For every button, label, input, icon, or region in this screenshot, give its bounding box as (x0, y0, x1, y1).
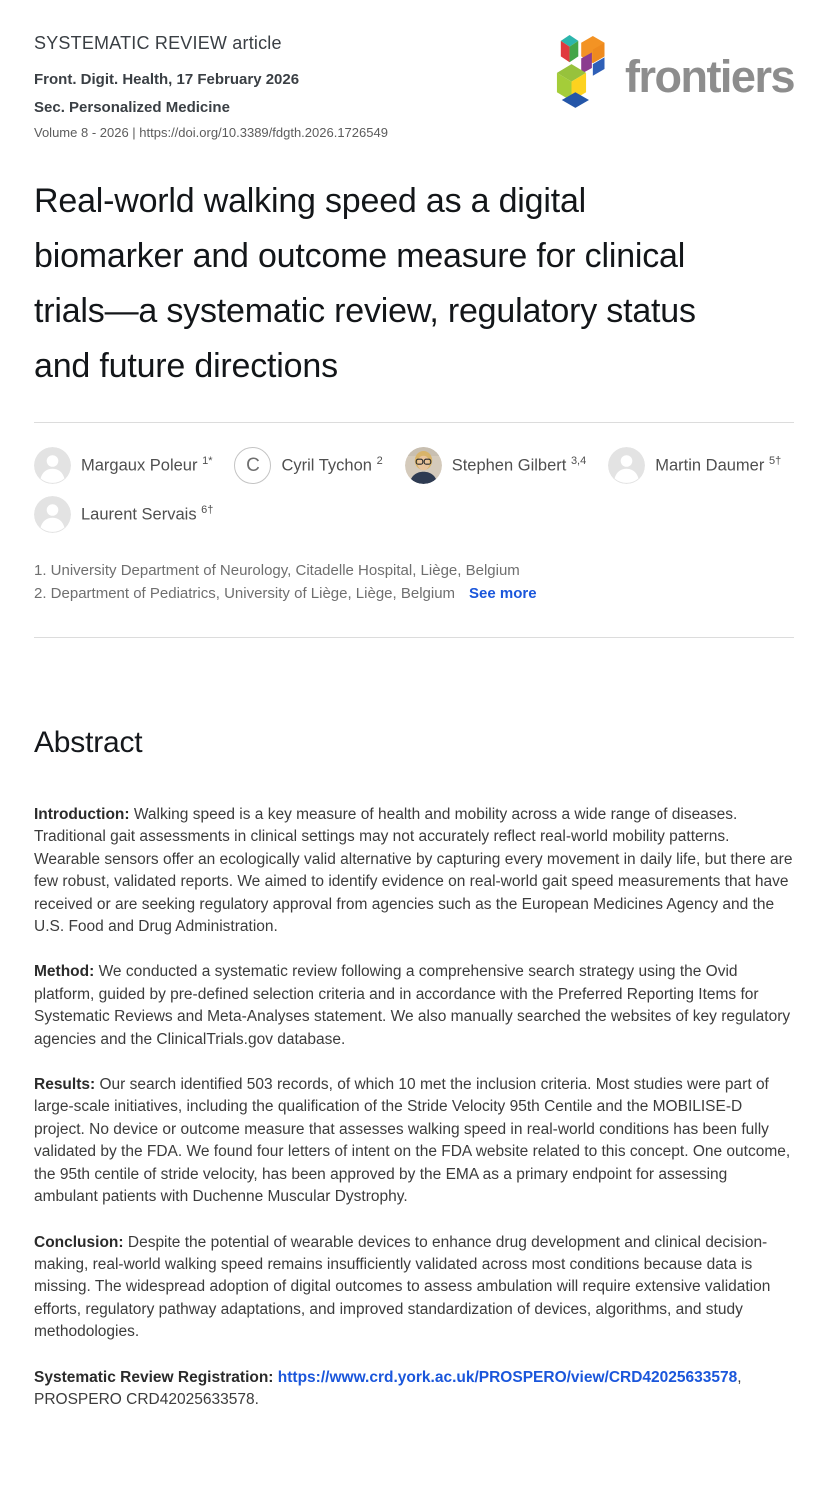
author-affil-sup: 3,4 (570, 455, 587, 468)
author-cyril-tychon[interactable] (234, 447, 382, 484)
see-more-link[interactable]: See more (469, 585, 537, 602)
author-name-text: Stephen Gilbert (451, 456, 567, 475)
affiliation-text: 2. Department of Pediatrics, University of Liège, Liège, Belgium (34, 585, 456, 602)
abstract-introduction-paragraph (34, 804, 794, 938)
abstract-section-label: Results: (34, 1076, 96, 1094)
affiliation-divider (34, 637, 794, 638)
author-martin-daumer[interactable] (608, 447, 781, 484)
author-affil-sup: 1* (202, 455, 213, 468)
author-affil-sup: 2 (376, 455, 383, 468)
author-name (81, 455, 212, 476)
article-meta (34, 26, 388, 140)
author-affil-sup: 6† (201, 504, 214, 517)
frontiers-cubes-icon (555, 28, 621, 110)
prospero-link[interactable]: https://www.crd.york.ac.uk/PROSPERO/view/CRD42025633578 (277, 1368, 738, 1386)
affiliation-list (34, 559, 794, 605)
article-title: Real-world walking speed as a digital biomarker and outcome measure for clinical trials—a systematic review, regulatory status and future directions (34, 182, 696, 385)
avatar-placeholder-icon (34, 447, 71, 484)
journal-section: Sec. Personalized Medicine (34, 99, 230, 116)
author-name-text: Martin Daumer (655, 456, 765, 475)
abstract-section-label: Method: (34, 963, 95, 981)
frontiers-logo[interactable] (555, 28, 794, 110)
registration-suffix: , PROSPERO CRD42025633578. (34, 1368, 742, 1408)
title-divider (34, 422, 794, 423)
author-name-text: Laurent Servais (81, 505, 197, 524)
author-margaux-poleur[interactable] (34, 447, 212, 484)
article-header (34, 26, 794, 140)
author-list (34, 447, 794, 533)
frontiers-wordmark: frontiers (624, 51, 794, 102)
registration-paragraph (34, 1367, 794, 1412)
abstract-section-text: Despite the potential of wearable devices to enhance drug development and clinical decision-making, real-world walking speed remains insufficiently validated across most conditions because data is missing. The widespread adoption of digital outcomes to assess ambulation will require extensive validation efforts, regulatory pathway adaptations, and improved standardization of devices, algorithms, and study methodologies. (34, 1233, 771, 1341)
author-name (452, 455, 587, 476)
abstract-section-text: We conducted a systematic review following a comprehensive search strategy using the Ovid platform, guided by pre-defined selection criteria and in accordance with the Preferred Reporting Items for Systematic Reviews and Meta-Analyses statement. We also manually searched the websites of key regulatory agencies and the ClinicalTrials.gov database. (34, 963, 791, 1048)
author-name-text: Margaux Poleur (81, 456, 198, 475)
author-stephen-gilbert[interactable] (405, 447, 587, 484)
journal-citation: Front. Digit. Health, 17 February 2026 (34, 71, 300, 88)
article-type-label: SYSTEMATIC REVIEW article (34, 33, 282, 53)
abstract-conclusion-paragraph (34, 1232, 794, 1344)
abstract-body (34, 804, 794, 1411)
author-affil-sup: 5† (768, 455, 782, 468)
abstract-method-paragraph (34, 961, 794, 1051)
registration-label: Systematic Review Registration: (34, 1368, 274, 1386)
abstract-section-text: Walking speed is a key measure of health and mobility across a wide range of diseases. Traditional gait assessments in clinical settings may not accurately reflect real-world mobility patterns. Wearable sensors offer an ecologically valid alternative by capturing every movement in daily life, but there are few robust, validated reports. We aimed to identify evidence on real-world gait speed measurements that have received or are seeking regulatory approval from agencies such as the European Medicines Agency and the U.S. Food and Drug Administration. (34, 806, 793, 936)
avatar-placeholder-icon (608, 447, 645, 484)
author-name (281, 455, 382, 476)
author-laurent-servais[interactable] (34, 496, 213, 533)
abstract-heading: Abstract (34, 726, 143, 759)
abstract-section-label: Conclusion: (34, 1233, 124, 1251)
abstract-section-label: Introduction: (34, 806, 130, 823)
affiliation-line-2 (34, 582, 794, 605)
author-name (655, 455, 781, 476)
author-name (81, 504, 213, 525)
avatar-letter-icon: C (234, 447, 271, 484)
abstract-section-text: Our search identified 503 records, of which 10 met the inclusion criteria. Most studies were part of large-scale initiatives, including the qualification of the Stride Velocity 95th Centile and the MOBILISE-D project. No device or outcome measure that assesses walking speed in real-world conditions has been fully validated by the FDA. We found four letters of intent on the FDA website related to this concept. One outcome, the 95th centile of stride velocity, has been approved by the EMA as a primary endpoint for assessing ambulant patients with Duchenne Muscular Dystrophy. (34, 1076, 791, 1206)
avatar-placeholder-icon (34, 496, 71, 533)
affiliation-line-1: 1. University Department of Neurology, Citadelle Hospital, Liège, Belgium (34, 562, 520, 579)
author-name-text: Cyril Tychon (281, 456, 372, 475)
abstract-results-paragraph (34, 1074, 794, 1208)
volume-doi-line: Volume 8 - 2026 | https://doi.org/10.3389/fdgth.2026.1726549 (34, 125, 388, 140)
avatar-photo-icon (405, 447, 442, 484)
